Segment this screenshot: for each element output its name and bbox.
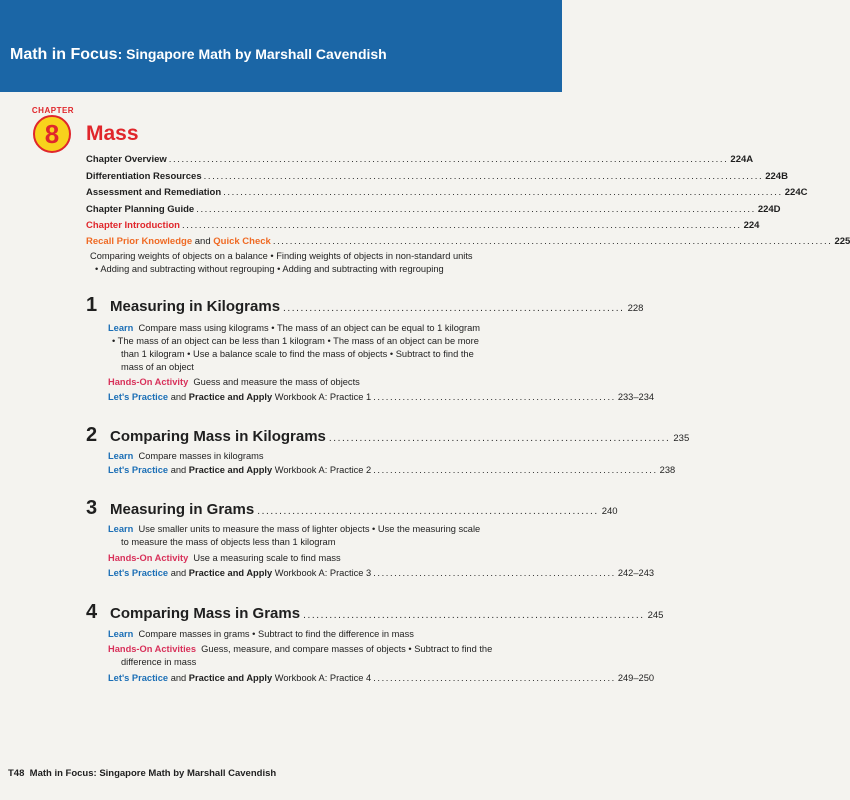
toc-page: 224C [784,187,808,198]
hands-on-text: Use a measuring scale to find mass [193,553,341,563]
practice-apply: Practice and Apply [188,392,273,402]
brand-subtitle: : Singapore Math by Marshall Cavendish [117,46,387,62]
toc-page: 224 [743,220,760,231]
practice-and: and [170,465,187,475]
learn-line: mass of an object [121,362,194,372]
leader-dots: .................................................................................................................................... [181,220,742,231]
leader-dots: .................................................................................................................................... [223,187,783,198]
learn-line [108,628,414,641]
toc-label-recall: Recall Prior Knowledge [86,236,193,247]
hands-on-label: Hands-On Activities [108,644,196,654]
chapter-number: 8 [44,119,60,149]
learn-label: Learn [108,451,134,461]
section-page: 235 [673,433,690,444]
section-heading[interactable] [86,601,664,624]
toc-row[interactable] [86,204,781,215]
toc-row[interactable] [86,236,850,247]
workbook-ref: Workbook A: Practice 2 [274,465,372,475]
footer-text: Math in Focus: Singapore Math by Marshall Cavendish [29,768,277,779]
toc-label: Chapter Overview [86,154,167,165]
learn-line [108,322,480,335]
practice-page: 242–243 [617,568,655,578]
leader-dots: .................................................................................................................................... [168,154,729,165]
practice-line[interactable] [108,673,655,683]
leader-dots: .................................................................... [373,465,658,475]
hands-on-line [108,552,341,565]
recall-desc-line: Comparing weights of objects on a balance • Finding weights of objects in non-standard units [90,251,473,261]
leader-dots: .......................................................... [373,392,616,402]
section-number: 3 [86,497,98,519]
toc-page: 224B [765,171,788,182]
practice-page: 238 [659,465,676,475]
toc-page: 224D [757,204,781,215]
section-page: 228 [627,303,644,314]
leader-dots: .................................................................................................................................... [203,171,764,182]
header-title [10,46,387,64]
learn-text: Compare masses in grams • Subtract to find the difference in mass [138,629,414,639]
learn-line [108,450,264,463]
hands-on-label: Hands-On Activity [108,377,189,387]
toc-label: Chapter Introduction [86,220,180,231]
workbook-ref: Workbook A: Practice 4 [274,673,372,683]
practice-line[interactable] [108,465,676,475]
practice-label: Let's Practice [108,568,169,578]
learn-line: to measure the mass of objects less than 1 kilogram [121,537,336,547]
section-number: 4 [86,601,98,623]
hands-on-line [108,643,492,656]
toc-label: Chapter Planning Guide [86,204,195,215]
footer-page-code: T48 [8,768,25,779]
brand-name: Math in Focus [10,46,118,63]
practice-apply: Practice and Apply [188,568,273,578]
section-title: Measuring in Kilograms [110,298,281,315]
leader-dots: .............................................................................. [328,433,671,444]
hands-on-text: Guess and measure the mass of objects [193,377,360,387]
section-heading[interactable] [86,424,690,447]
learn-label: Learn [108,323,134,333]
section-number: 2 [86,424,98,446]
hands-on-label: Hands-On Activity [108,553,189,563]
toc-page: 224A [730,154,754,165]
section-title: Measuring in Grams [110,501,255,518]
practice-page: 249–250 [617,673,655,683]
leader-dots: .......................................................... [373,673,616,683]
learn-line: than 1 kilogram • Use a balance scale to find the mass of objects • Subtract to find the [121,349,474,359]
header-banner [0,0,562,92]
learn-line: • The mass of an object can be less than 1 kilogram • The mass of an object can be more [112,336,479,346]
leader-dots: .............................................................................. [303,610,645,621]
toc-label-and: and [192,236,214,247]
practice-label: Let's Practice [108,465,169,475]
practice-line[interactable] [108,392,655,402]
learn-text: Compare masses in kilograms [138,451,264,461]
learn-text: Compare mass using kilograms • The mass of an object can be equal to 1 kilogram [138,323,481,333]
toc-label: Differentiation Resources [86,171,202,182]
leader-dots: .................................................................................................................................... [196,204,756,215]
hands-on-line: difference in mass [121,657,197,667]
practice-line[interactable] [108,568,655,578]
practice-and: and [170,392,187,402]
practice-page: 233–234 [617,392,655,402]
chapter-title: Mass [86,122,139,145]
learn-label: Learn [108,524,134,534]
practice-and: and [170,568,187,578]
leader-dots: .............................................................................. [257,506,599,517]
recall-desc-line: • Adding and subtracting without regrouping • Adding and subtracting with regrouping [95,264,444,274]
section-page: 240 [601,506,618,517]
section-number: 1 [86,294,98,316]
hands-on-line [108,376,360,389]
page-footer [8,768,276,779]
toc-row[interactable] [86,171,788,182]
leader-dots: .................................................................................................................................... [272,236,833,247]
section-title: Comparing Mass in Kilograms [110,428,326,445]
practice-apply: Practice and Apply [188,465,273,475]
toc-label-quick-check: Quick Check [213,236,271,247]
toc-row[interactable] [86,220,760,231]
workbook-ref: Workbook A: Practice 3 [274,568,372,578]
section-title: Comparing Mass in Grams [110,605,301,622]
toc-row[interactable] [86,154,754,165]
learn-label: Learn [108,629,134,639]
workbook-ref: Workbook A: Practice 1 [274,392,372,402]
practice-apply: Practice and Apply [188,673,273,683]
toc-label: Assessment and Remediation [86,187,222,198]
section-page: 245 [647,610,664,621]
section-heading[interactable] [86,497,618,520]
chapter-word: CHAPTER [31,106,75,115]
hands-on-text: Guess, measure, and compare masses of objects • Subtract to find the [201,644,493,654]
section-heading[interactable] [86,294,644,317]
learn-text: Use smaller units to measure the mass of lighter objects • Use the measuring scale [138,524,481,534]
toc-row[interactable] [86,187,808,198]
leader-dots: .............................................................................. [283,303,625,314]
practice-label: Let's Practice [108,673,169,683]
practice-label: Let's Practice [108,392,169,402]
learn-line [108,523,480,536]
chapter-badge [30,106,76,156]
practice-and: and [170,673,187,683]
leader-dots: .......................................................... [373,568,616,578]
toc-page: 225 [834,236,850,247]
